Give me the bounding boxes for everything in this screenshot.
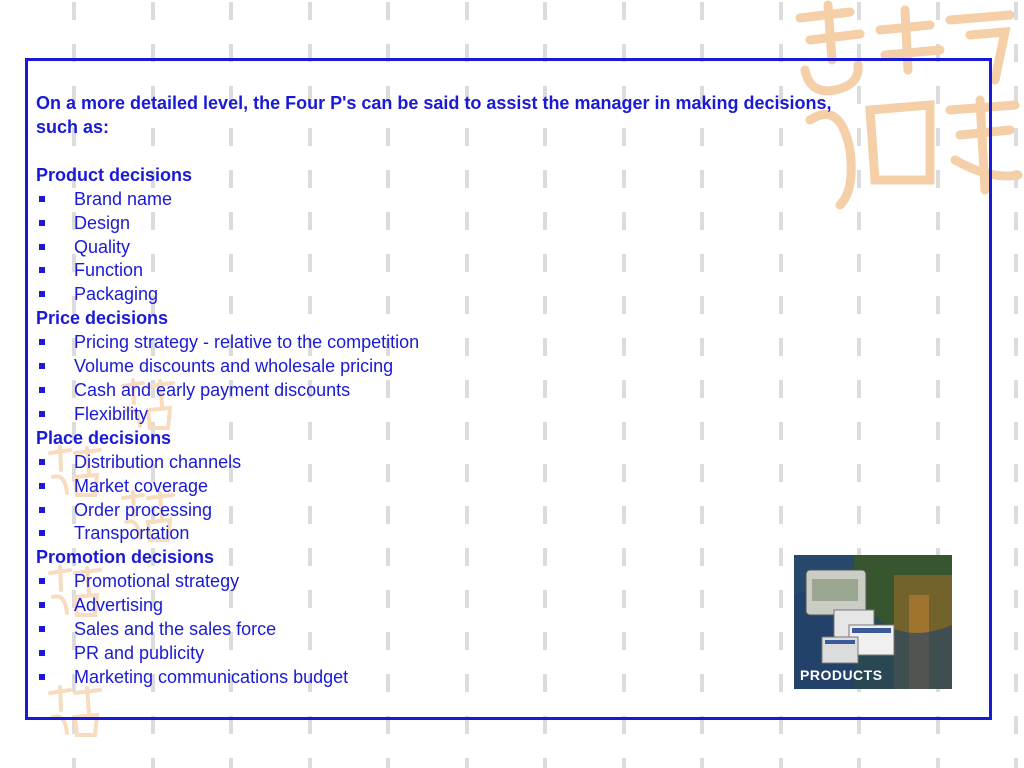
bullet-icon	[39, 363, 45, 369]
background-dash	[386, 2, 390, 20]
background-dash	[465, 758, 469, 768]
list-item: Advertising	[36, 594, 836, 618]
background-dash	[1014, 380, 1018, 398]
bullet-icon	[39, 674, 45, 680]
slide-content	[36, 92, 836, 690]
section-heading: Promotion decisions	[36, 547, 215, 568]
bullet-icon	[39, 387, 45, 393]
background-dash	[1014, 548, 1018, 566]
intro-text: On a more detailed level, the Four P's can be said to assist the manager in making decisions, such as:	[36, 93, 832, 137]
background-dash	[151, 758, 155, 768]
background-dash	[1014, 506, 1018, 524]
list-item: Volume discounts and wholesale pricing	[36, 355, 836, 379]
background-dash	[622, 2, 626, 20]
list-item: Order processing	[36, 499, 836, 523]
bullet-icon	[39, 507, 45, 513]
background-dash	[1014, 758, 1018, 768]
bullet-icon	[39, 530, 45, 536]
section-promotion	[36, 546, 836, 689]
section-heading: Product decisions	[36, 164, 193, 185]
list-item: Packaging	[36, 283, 836, 307]
background-dash	[229, 2, 233, 20]
section-heading: Price decisions	[36, 308, 169, 329]
list-item: Cash and early payment discounts	[36, 379, 836, 403]
bullet-icon	[39, 267, 45, 273]
bullet-icon	[39, 291, 45, 297]
list-item: Distribution channels	[36, 451, 836, 475]
list-item: Transportation	[36, 522, 836, 546]
background-dash	[1014, 464, 1018, 482]
background-dash	[308, 2, 312, 20]
background-dash	[700, 758, 704, 768]
bullet-icon	[39, 459, 45, 465]
background-dash	[1014, 716, 1018, 734]
background-dash	[543, 2, 547, 20]
background-dash	[936, 758, 940, 768]
list-item: Promotional strategy	[36, 570, 836, 594]
background-dash	[1014, 338, 1018, 356]
bullet-icon	[39, 483, 45, 489]
list-item: Design	[36, 212, 836, 236]
list-item: Marketing communications budget	[36, 666, 836, 690]
products-image	[794, 555, 952, 689]
section-price	[36, 307, 836, 427]
list-item: Pricing strategy - relative to the competition	[36, 331, 836, 355]
background-dash	[72, 758, 76, 768]
bullet-icon	[39, 626, 45, 632]
bullet-icon	[39, 650, 45, 656]
background-dash	[1014, 254, 1018, 272]
background-dash	[1014, 590, 1018, 608]
list-item: Sales and the sales force	[36, 618, 836, 642]
background-dash	[308, 758, 312, 768]
bullet-icon	[39, 578, 45, 584]
list-item: PR and publicity	[36, 642, 836, 666]
list-item: Market coverage	[36, 475, 836, 499]
list-item: Flexibility	[36, 403, 836, 427]
list-item: Function	[36, 259, 836, 283]
bullet-icon	[39, 602, 45, 608]
background-dash	[229, 758, 233, 768]
background-dash	[622, 758, 626, 768]
background-dash	[1014, 296, 1018, 314]
list-item: Brand name	[36, 188, 836, 212]
bullet-icon	[39, 244, 45, 250]
products-caption: PRODUCTS	[800, 667, 883, 683]
section-place	[36, 427, 836, 547]
background-dash	[1014, 632, 1018, 650]
background-dash	[700, 2, 704, 20]
background-dash	[1014, 674, 1018, 692]
background-dash	[386, 758, 390, 768]
background-dash	[72, 2, 76, 20]
background-dash	[465, 2, 469, 20]
background-dash	[857, 758, 861, 768]
bullet-icon	[39, 411, 45, 417]
section-product	[36, 164, 836, 307]
background-dash	[543, 758, 547, 768]
background-dash	[779, 758, 783, 768]
bullet-icon	[39, 339, 45, 345]
bullet-icon	[39, 196, 45, 202]
section-heading: Place decisions	[36, 427, 172, 448]
background-dash	[151, 2, 155, 20]
list-item: Quality	[36, 236, 836, 260]
bullet-icon	[39, 220, 45, 226]
background-dash	[1014, 422, 1018, 440]
